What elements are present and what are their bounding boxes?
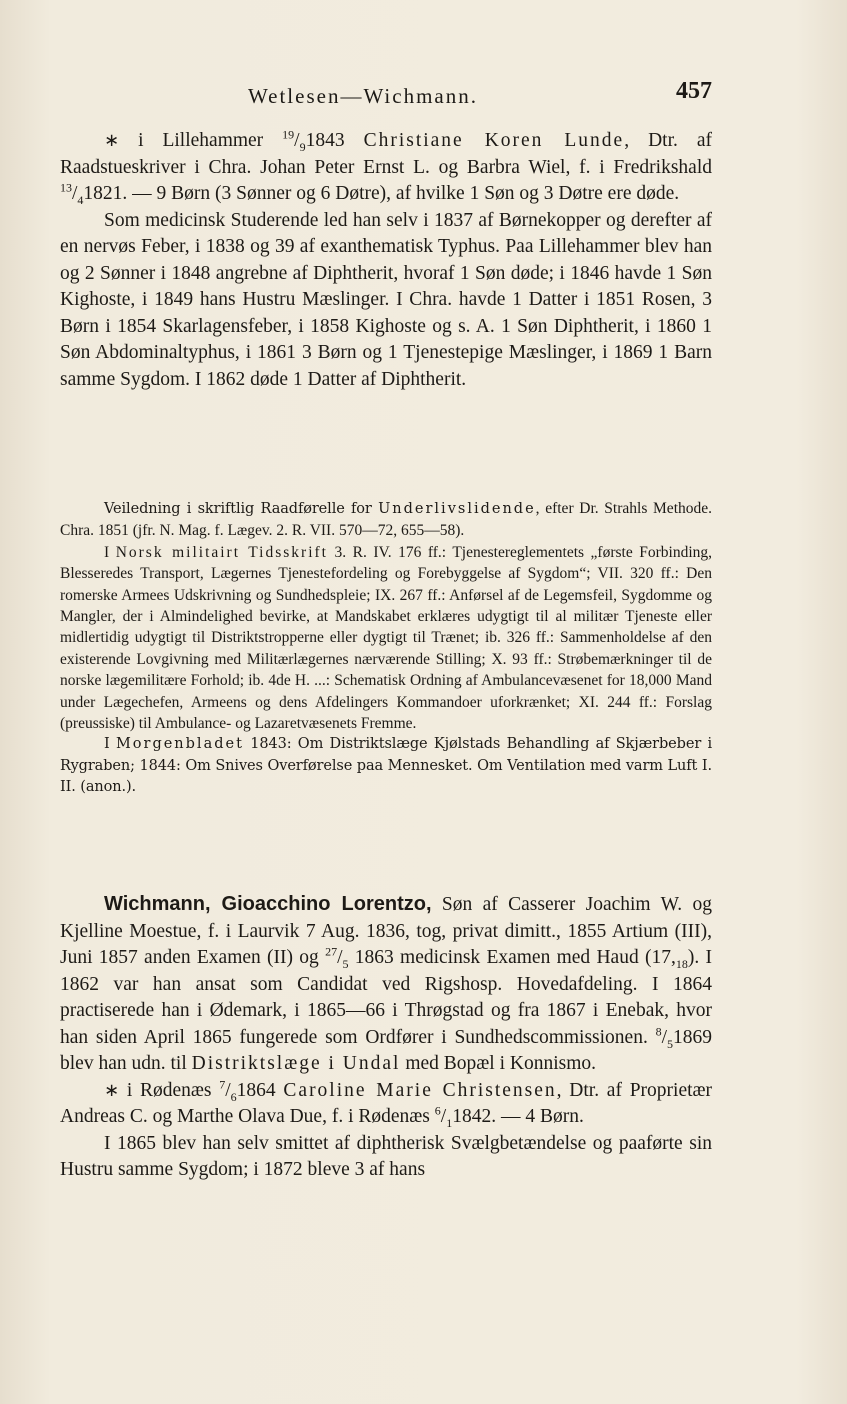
marriage-paragraph: ∗ i Lillehammer $^{19}/_91843$ Christiane Koren Lunde, Dtr. af Raadstueskriver i Chra. Johan Peter Ernst L. og Barbra Wiel, f. i Fredrikshald $^{13}/_41821$. — 9 Børn (3 Sønner og 6 Døtre), af hvilke 1 Søn og 3 Døtre ere døde. xyxy=(60,127,712,207)
spouse-name: Christiane Koren Lunde xyxy=(363,130,625,151)
wichmann-illness: I 1865 blev han selv smittet af diphtherisk Svælgbetændelse og paaførte sin Hustru samme Sygdom; i 1872 bleve 3 af hans xyxy=(60,1132,712,1180)
wichmann-entry xyxy=(60,891,712,1184)
publication-note-1: Veiledning i skriftlig Raadførelle for Underlivslidende, efter Dr. Strahls Methode. Chra. 1851 (jfr. N. Mag. f. Lægev. 2. R. VII. 570—72, 655—58). xyxy=(60,500,712,540)
marriage-star-icon: ∗ xyxy=(104,1079,120,1101)
publication-note-3: I Morgenbladet 1843: Om Distriktslæge Kjølstads Behandling af Skjærbeber i Rygraben; 1844: Om Snives Overførelse paa Mennesket. Om Ventilation med varm Luft I. II. (anon.). xyxy=(60,736,712,796)
previous-entry-continuation xyxy=(60,128,712,393)
entry-heading-name: Wichmann, Gioacchino Lorentzo, xyxy=(104,893,432,915)
publications-notes xyxy=(60,498,712,799)
marriage-star-icon: ∗ xyxy=(104,130,120,151)
page-number: 457 xyxy=(676,78,712,104)
wichmann-marriage: ∗ i Rødenæs $^7/_61864$ Caroline Marie Christensen, Dtr. af Proprietær Andreas C. og Marthe Olava Due, f. i Rødenæs $^6/_11842$. — 4 Børn. xyxy=(60,1077,713,1130)
illness-paragraph: Som medicinsk Studerende led han selv i 1837 af Børnekopper og derefter af en nervøs Feber, i 1838 og 39 af exanthematisk Typhus. Paa Lillehammer blev han og 2 Sønner i 1848 angrebne af Diphtherit, hvoraf 1 Søn døde; i 1846 havde 1 Søn Kighoste, i 1849 hans Hustru Mæslinger. I Chra. havde 1 Datter i 1851 Rosen, 3 Børn i 1854 Skarlagensfeber, i 1858 Kighoste og s. A. 1 Søn Diphtherit, i 1860 1 Søn Abdominaltyphus, i 1861 3 Børn og 1 Tjenestepige Mæslinger, i 1869 1 Barn samme Sygdom. I 1862 døde 1 Datter af Diphtherit. xyxy=(60,209,712,390)
district-office: Distriktslæge i Undal xyxy=(191,1053,401,1074)
publication-note-2: I Norsk militairt Tidsskrift 3. R. IV. 176 ff.: Tjenestereglementets „første Forbinding, Blesseredes Transport, Lægernes Tjenestefordeling og Forebyggelse af Sygdom“; VII. 320 ff.: Den romerske Armees Udskrivning og Sundhedspleie; IX. 267 ff.: Anførsel af de Legemsfeil, Sygdomme og Mangler, der i Almindelighed bevirke, at Mandskabet erklæres udygtigt til al militær Tjeneste eller midlertidig udygtigt til Distriktstropperne eller dygtigt til Trænet; ib. 326 ff.: Sammenholdelse af den existerende Lovgivning med Militærlægernes nærværende Stilling; X. 93 ff.: Strøbemærkninger til de norske lægemilitære Forhold; ib. 4de H. ...: Schematisk Ordning af Ambulancevæsenet for 18,000 Mand under Lægechefen, Armeens og dens Afdelingers Kommandoer uforkrænket; XI. 244 ff.: Forslag (preussiske) til Ambulance- og Lazaretvæsenets Fremme. xyxy=(60,543,712,733)
spouse-name: Caroline Marie Christensen xyxy=(283,1079,557,1101)
wichmann-biography: Wichmann, Gioacchino Lorentzo, Søn af Casserer Joachim W. og Kjelline Moestue, f. i Laurvik 7 Aug. 1836, tog, privat dimitt., 1855 Artium (III), Juni 1857 anden Examen (II) og $^{27}/_5$ 1863 medicinsk Examen med Haud $(17,_{18})$. I 1862 var han ansat som Candidat ved Rigshosp. Hovedafdeling. I 1864 practiserede han i Ødemark, i 1865—66 i Thrøgstad og fra 1867 i Enebak, hvor han siden April 1865 fungerede som Ordfører i Sundhedscommissionen. $^8/_51869$ blev han udn. til Distriktslæge i Undal med Bopæl i Konnismo. xyxy=(60,893,712,1074)
running-title: Wetlesen—Wichmann. xyxy=(248,84,478,108)
page-header xyxy=(88,78,720,118)
